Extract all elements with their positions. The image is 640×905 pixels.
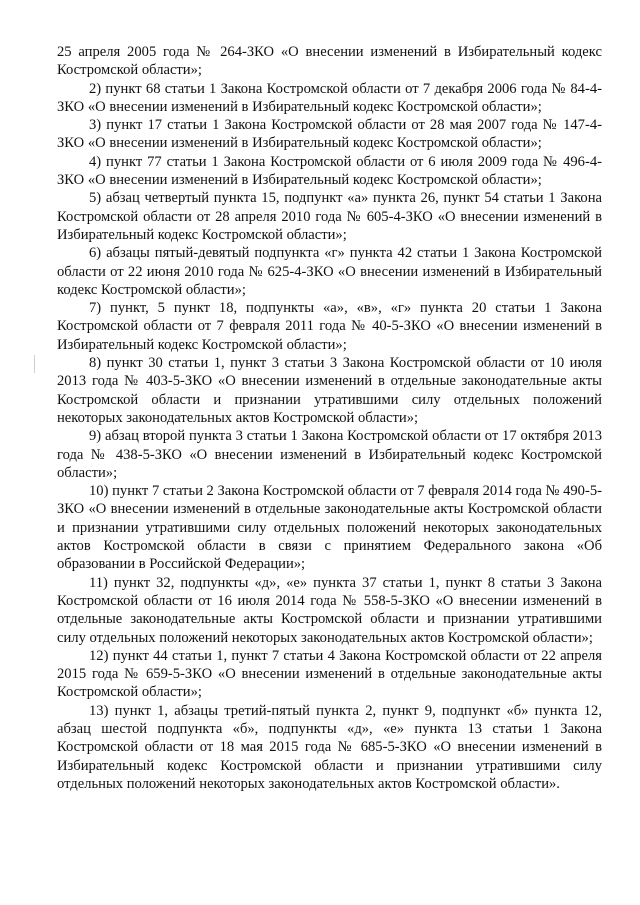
list-item-11: 11) пункт 32, подпункты «д», «е» пункта 37 статьи 1, пункт 8 статьи 3 Закона Костромской области от 16 июля 2014 года № 558-5-ЗКО «О внесении изменений в отдельные законодательные акты Костромской области и признании утратившими силу отдельных положений некоторых законодательных актов Костромской области»;	[57, 574, 602, 646]
list-item-6: 6) абзацы пятый-девятый подпункта «г» пункта 42 статьи 1 Закона Костромской области от 22 июня 2010 года № 625-4-ЗКО «О внесении изменений в Избирательный кодекс Костромской области»;	[57, 245, 602, 298]
list-item-12: 12) пункт 44 статьи 1, пункт 7 статьи 4 Закона Костромской области от 22 апреля 2015 года № 659-5-ЗКО «О внесении изменений в отдельные законодательные акты Костромской области»;	[57, 647, 602, 701]
list-item-2: 2) пункт 68 статьи 1 Закона Костромской области от 7 декабря 2006 года № 84-4-ЗКО «О внесении изменений в Избирательный кодекс Костромской области»;	[57, 80, 602, 115]
list-item-10: 10) пункт 7 статьи 2 Закона Костромской области от 7 февраля 2014 года № 490-5-ЗКО «О внесении изменений в отдельные законодательные акты Костромской области и признании утратившими силу отдельных положений некоторых законодательных актов Костромской области в связи с принятием Федерального закона «Об образовании в Российской Федерации»;	[57, 483, 602, 573]
paragraph-continuation: 25 апреля 2005 года № 264-ЗКО «О внесении изменений в Избирательный кодекс Костромской области»;	[57, 44, 602, 79]
list-item-4: 4) пункт 77 статьи 1 Закона Костромской области от 6 июля 2009 года № 496-4-ЗКО «О внесении изменений в Избирательный кодекс Костромской области»;	[57, 153, 602, 189]
list-item-13: 13) пункт 1, абзацы третий-пятый пункта 2, пункт 9, подпункт «б» пункта 12, абзац шестой подпункта «б», подпункты «д», «е» пункта 13 статьи 1 Закона Костромской области от 18 мая 2015 года № 685-5-ЗКО «О внесении изменений в Избирательный кодекс Костромской области и признании утратившими силу отдельных положений некоторых законодательных актов Костромской области».	[57, 702, 602, 792]
scan-margin-mark	[34, 355, 35, 373]
document-page	[57, 43, 602, 793]
list-item-5: 5) абзац четвертый пункта 15, подпункт «а» пункта 26, пункт 54 статьи 1 Закона Костромской области от 28 апреля 2010 года № 605-4-ЗКО «О внесении изменений в Избирательный кодекс Костромской области»;	[57, 190, 602, 243]
list-item-7: 7) пункт, 5 пункт 18, подпункты «а», «в», «г» пункта 20 статьи 1 Закона Костромской области от 7 февраля 2011 года № 40-5-ЗКО «О внесении изменений в Избирательный кодекс Костромской области»;	[57, 300, 602, 353]
list-item-8: 8) пункт 30 статьи 1, пункт 3 статьи 3 Закона Костромской области от 10 июля 2013 года № 403-5-ЗКО «О внесении изменений в отдельные законодательные акты Костромской области и признании утратившими силу отдельных положений некоторых законодательных актов Костромской области»;	[57, 355, 602, 426]
list-item-9: 9) абзац второй пункта 3 статьи 1 Закона Костромской области от 17 октября 2013 года № 438-5-ЗКО «О внесении изменений в Избирательный кодекс Костромской области»;	[57, 428, 602, 481]
list-item-3: 3) пункт 17 статьи 1 Закона Костромской области от 28 мая 2007 года № 147-4-ЗКО «О внесении изменений в Избирательный кодекс Костромской области»;	[57, 117, 602, 152]
